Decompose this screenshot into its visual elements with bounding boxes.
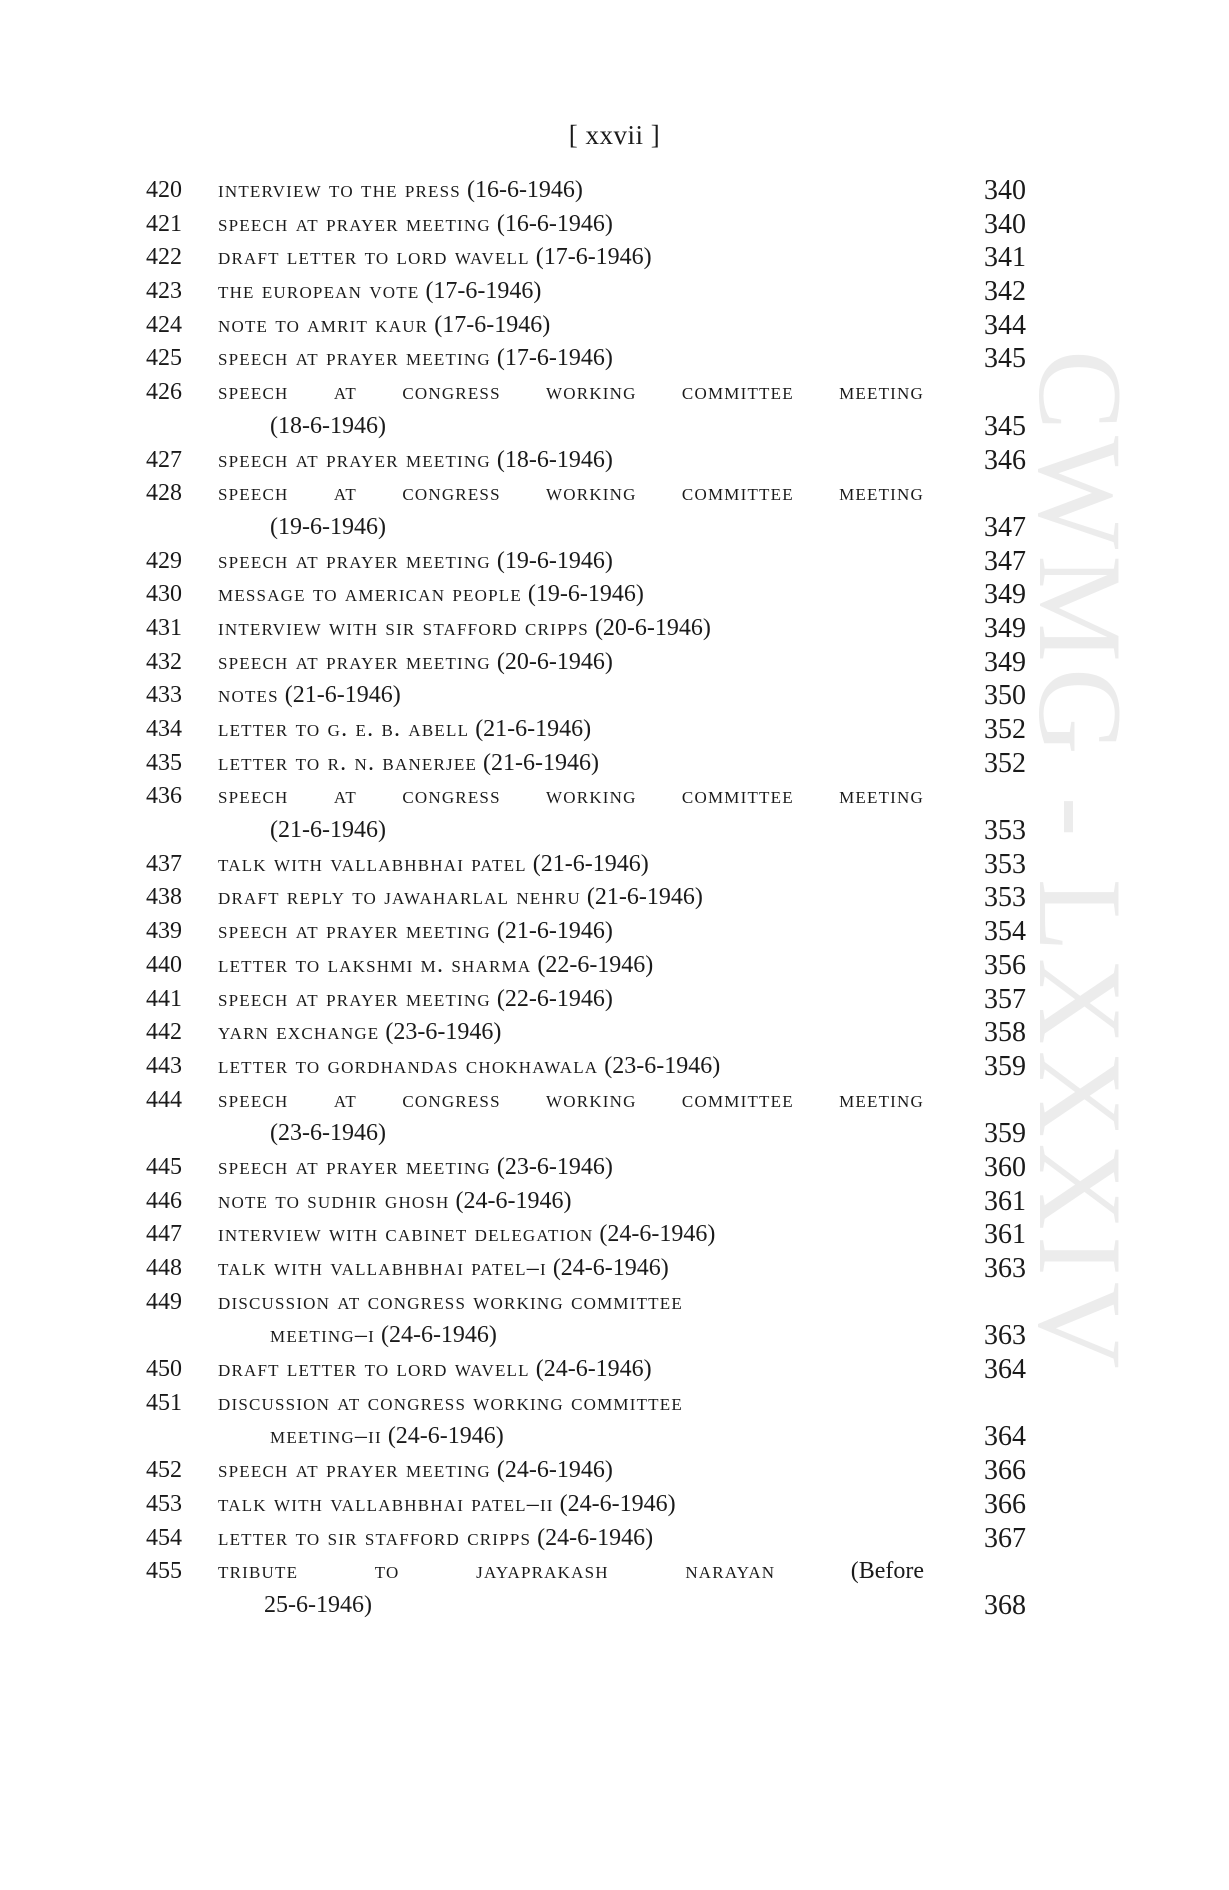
entry-number: 447 <box>146 1221 182 1248</box>
entry-page: 353 <box>984 882 1026 914</box>
entry-page: 368 <box>984 1589 1026 1621</box>
toc-entry <box>146 545 1026 579</box>
toc-entry <box>146 747 1026 781</box>
entry-date: (18-6-1946) <box>270 412 386 439</box>
entry-number: 435 <box>146 749 182 776</box>
entry-date: (19-6-1946) <box>496 547 613 574</box>
toc-entry <box>146 1555 1026 1622</box>
toc-entry <box>146 1387 1026 1454</box>
entry-date: (17-6-1946) <box>434 311 551 338</box>
toc-entry <box>146 578 1026 612</box>
entry-page: 349 <box>984 612 1026 644</box>
entry-title: interview to the press <box>218 177 461 203</box>
entry-number: 420 <box>146 177 182 203</box>
entry-page: 367 <box>984 1522 1026 1554</box>
toc-entry <box>146 1286 1026 1353</box>
entry-page: 366 <box>984 1488 1026 1520</box>
entry-date: (24-6-1946) <box>599 1221 716 1248</box>
entry-page: 357 <box>984 983 1026 1015</box>
entry-title: speech at prayer meeting <box>218 918 491 945</box>
toc-entry <box>146 342 1026 376</box>
toc-entry <box>146 1454 1026 1488</box>
entry-title: discussion at congress working committee <box>218 1288 683 1315</box>
entry-number: 441 <box>146 985 182 1012</box>
entry-date: (24-6-1946) <box>537 1524 654 1551</box>
entry-number: 426 <box>146 379 182 406</box>
entry-date: (21-6-1946) <box>586 884 703 911</box>
entry-page: 352 <box>984 747 1026 779</box>
entry-title: message to american people <box>218 581 522 608</box>
entry-number: 439 <box>146 918 182 945</box>
entry-date: (21-6-1946) <box>496 918 613 945</box>
toc-entry <box>146 477 1026 544</box>
entry-number: 448 <box>146 1255 182 1281</box>
toc-entry <box>146 713 1026 747</box>
toc-entry <box>146 915 1026 949</box>
entry-number: 428 <box>146 480 182 507</box>
entry-page: 366 <box>984 1455 1026 1487</box>
entry-number: 453 <box>146 1490 182 1517</box>
entry-date: (24-6-1946) <box>535 1356 652 1383</box>
entry-title: yarn exchange <box>218 1019 380 1046</box>
entry-page: 359 <box>984 1118 1026 1150</box>
toc-entry <box>146 1522 1026 1556</box>
entry-number: 424 <box>146 311 182 338</box>
toc-entry <box>146 376 1026 443</box>
entry-title: speech at prayer meeting <box>218 1153 491 1180</box>
toc-entry <box>146 848 1026 882</box>
entry-page: 359 <box>984 1050 1026 1082</box>
entry-date: (23-6-1946) <box>604 1052 721 1079</box>
entry-page: 349 <box>984 579 1026 611</box>
entry-title: speech at prayer meeting <box>218 547 491 574</box>
entry-number: 434 <box>146 716 182 742</box>
watermark-text: CWMG - LXXXIV <box>1014 350 1147 1375</box>
toc-entry <box>146 1050 1026 1084</box>
entry-date: (24-6-1946) <box>387 1423 504 1450</box>
entry-title: speech at prayer meeting <box>218 648 491 675</box>
entry-title: discussion at congress working committee <box>218 1389 683 1416</box>
entry-page: 364 <box>984 1421 1026 1453</box>
toc-entry <box>146 949 1026 983</box>
entry-number: 423 <box>146 278 182 305</box>
toc-entry <box>146 174 1026 208</box>
entry-number: 454 <box>146 1524 182 1551</box>
toc-entry <box>146 241 1026 275</box>
entry-title: speech at prayer meeting <box>218 345 491 372</box>
toc-entry <box>146 208 1026 242</box>
entry-date: (24-6-1946) <box>380 1322 497 1349</box>
entry-number: 440 <box>146 951 182 978</box>
entry-page: 345 <box>984 343 1026 375</box>
toc-entry <box>146 1151 1026 1185</box>
toc-entry <box>146 1218 1026 1252</box>
entry-number: 451 <box>146 1389 182 1416</box>
entry-page: 340 <box>984 175 1026 206</box>
entry-number: 429 <box>146 547 182 574</box>
entry-date: (17-6-1946) <box>496 345 613 372</box>
entry-title: speech at congress working committee meeting <box>218 379 924 406</box>
entry-title: meeting–i <box>270 1322 375 1349</box>
entry-number: 425 <box>146 345 182 372</box>
entry-number: 443 <box>146 1052 182 1079</box>
entry-title: letter to gordhandas chokhawala <box>218 1052 599 1079</box>
entry-title: speech at prayer meeting <box>218 1457 491 1484</box>
entry-number: 436 <box>146 783 182 810</box>
toc-entry <box>146 1252 1026 1286</box>
entry-number: 445 <box>146 1153 182 1180</box>
entry-number: 437 <box>146 850 182 877</box>
toc-entry <box>146 679 1026 713</box>
entry-page: 358 <box>984 1017 1026 1049</box>
entry-title: tribute to jayaprakash narayan <box>218 1558 776 1585</box>
entry-date: (24-6-1946) <box>552 1255 669 1281</box>
entry-date: (19-6-1946) <box>270 513 386 540</box>
entry-number: 452 <box>146 1457 182 1484</box>
entry-date: (18-6-1946) <box>496 446 613 473</box>
entry-date: (24-6-1946) <box>496 1457 613 1484</box>
entry-number: 430 <box>146 581 182 608</box>
toc-entry <box>146 983 1026 1017</box>
entry-date: (22-6-1946) <box>537 951 654 978</box>
entry-number: 446 <box>146 1187 182 1214</box>
toc-entry <box>146 444 1026 478</box>
entry-date: (21-6-1946) <box>483 749 599 776</box>
entry-title: interview with sir stafford cripps <box>218 614 589 641</box>
entry-title: letter to g. e. b. abell <box>218 716 470 742</box>
entry-page: 361 <box>984 1219 1026 1251</box>
entry-title: letter to lakshmi m. sharma <box>218 951 532 978</box>
entry-page: 361 <box>984 1185 1026 1217</box>
entry-title: talk with vallabhbhai patel–i <box>218 1255 547 1281</box>
entry-date: (24-6-1946) <box>455 1187 572 1214</box>
entry-number: 438 <box>146 884 182 911</box>
entry-page: 360 <box>984 1151 1026 1183</box>
entry-title: speech at congress working committee meeting <box>218 480 924 507</box>
entry-date: (21-6-1946) <box>284 682 401 709</box>
entry-page: 340 <box>984 208 1026 240</box>
entry-page: 347 <box>984 545 1026 577</box>
toc-entry <box>146 309 1026 343</box>
toc-entry <box>146 1353 1026 1387</box>
table-of-contents <box>146 174 1026 1623</box>
toc-entry <box>146 612 1026 646</box>
entry-page: 350 <box>984 680 1026 712</box>
entry-title: note to sudhir ghosh <box>218 1187 450 1214</box>
entry-title: speech at congress working committee meeting <box>218 1086 924 1113</box>
entry-title: meeting–ii <box>270 1423 382 1450</box>
entry-number: 442 <box>146 1019 182 1046</box>
entry-page: 356 <box>984 949 1026 981</box>
entry-page: 352 <box>984 714 1026 745</box>
entry-number: 421 <box>146 210 182 237</box>
entry-date-prefix: (Before <box>850 1558 924 1585</box>
entry-number: 433 <box>146 682 182 709</box>
entry-number: 422 <box>146 244 182 271</box>
entry-page: 363 <box>984 1253 1026 1284</box>
entry-title: talk with vallabhbhai patel <box>218 850 527 877</box>
entry-number: 432 <box>146 648 182 675</box>
entry-page: 345 <box>984 410 1026 442</box>
entry-number: 427 <box>146 446 182 473</box>
entry-date: (23-6-1946) <box>270 1120 386 1147</box>
entry-page: 349 <box>984 646 1026 678</box>
toc-entry <box>146 881 1026 915</box>
entry-title: speech at prayer meeting <box>218 446 491 473</box>
entry-page: 354 <box>984 916 1026 948</box>
toc-entry <box>146 646 1026 680</box>
entry-date: 25-6-1946) <box>264 1591 372 1618</box>
entry-number: 444 <box>146 1086 182 1113</box>
entry-title: the european vote <box>218 278 420 305</box>
entry-page: 342 <box>984 276 1026 308</box>
entry-page: 344 <box>984 309 1026 341</box>
entry-page: 341 <box>984 242 1026 274</box>
toc-entry <box>146 275 1026 309</box>
entry-page: 363 <box>984 1320 1026 1352</box>
entry-page: 347 <box>984 511 1026 543</box>
entry-title: speech at prayer meeting <box>218 985 491 1012</box>
page-number: [ xxvii ] <box>568 120 661 150</box>
entry-page: 353 <box>984 848 1026 880</box>
entry-date: (21-6-1946) <box>532 850 649 877</box>
entry-date: (16-6-1946) <box>466 177 583 203</box>
entry-page: 353 <box>984 815 1026 847</box>
entry-date: (23-6-1946) <box>496 1153 613 1180</box>
toc-entry <box>146 1488 1026 1522</box>
entry-title: draft letter to lord wavell <box>218 1356 530 1383</box>
entry-date: (24-6-1946) <box>559 1490 676 1517</box>
entry-date: (20-6-1946) <box>496 648 613 675</box>
toc-entry <box>146 1016 1026 1050</box>
entry-title: letter to r. n. banerjee <box>218 749 478 776</box>
entry-date: (22-6-1946) <box>496 985 613 1012</box>
entry-title: draft reply to jawaharlal nehru <box>218 884 581 911</box>
entry-title: note to amrit kaur <box>218 311 429 338</box>
entry-number: 455 <box>146 1558 182 1585</box>
entry-title: talk with vallabhbhai patel–ii <box>218 1490 554 1517</box>
entry-date: (20-6-1946) <box>594 614 711 641</box>
entry-number: 450 <box>146 1356 182 1383</box>
entry-number: 449 <box>146 1288 182 1315</box>
entry-date: (19-6-1946) <box>527 581 644 608</box>
entry-title: letter to sir stafford cripps <box>218 1524 532 1551</box>
toc-entry <box>146 1185 1026 1219</box>
entry-page: 346 <box>984 444 1026 476</box>
entry-date: (17-6-1946) <box>425 278 542 305</box>
entry-date: (16-6-1946) <box>496 210 613 237</box>
entry-title: draft letter to lord wavell <box>218 244 530 271</box>
entry-date: (17-6-1946) <box>535 244 652 271</box>
entry-date: (23-6-1946) <box>385 1019 502 1046</box>
entry-number: 431 <box>146 614 182 641</box>
entry-title: notes <box>218 682 279 709</box>
entry-title: interview with cabinet delegation <box>218 1221 594 1248</box>
toc-entry <box>146 1084 1026 1151</box>
entry-page: 364 <box>984 1354 1026 1386</box>
entry-date: (21-6-1946) <box>475 716 592 742</box>
toc-entry <box>146 780 1026 847</box>
entry-title: speech at congress working committee meeting <box>218 783 924 810</box>
entry-date: (21-6-1946) <box>270 817 386 844</box>
entry-title: speech at prayer meeting <box>218 210 491 237</box>
